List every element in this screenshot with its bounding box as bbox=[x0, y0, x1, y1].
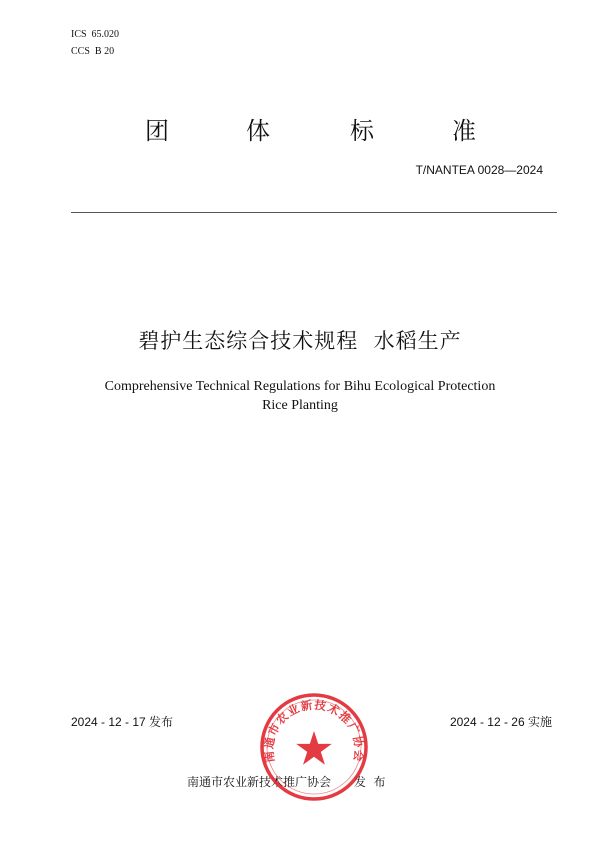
issuing-organization: 南通市农业新技术推广协会 发 布 bbox=[187, 775, 386, 789]
standard-type-char: 准 bbox=[452, 117, 476, 145]
implementation-date: 2024 - 12 - 26 实施 bbox=[449, 715, 552, 729]
header-divider bbox=[71, 212, 557, 213]
english-title-line-1: Comprehensive Technical Regulations for Bihu Ecological Protection bbox=[104, 379, 496, 394]
ics-code: ICS 65.020 bbox=[71, 29, 120, 40]
standard-type-char: 体 bbox=[246, 117, 270, 145]
seal-text: 南通市农业新技术推广协会 bbox=[261, 697, 367, 764]
standard-type-heading bbox=[0, 116, 600, 148]
official-seal-icon bbox=[258, 691, 370, 803]
standard-number: T/NANTEA 0028—2024 bbox=[415, 163, 543, 177]
standard-type-char: 标 bbox=[350, 117, 374, 145]
ccs-code: CCS B 20 bbox=[71, 46, 115, 57]
english-title-line-2: Rice Planting bbox=[262, 398, 338, 413]
seal-star bbox=[296, 731, 332, 765]
issue-date: 2024 - 12 - 17 发布 bbox=[71, 715, 174, 729]
chinese-title: 碧护生态综合技术规程 水稻生产 bbox=[138, 329, 462, 353]
standard-type-char: 团 bbox=[145, 117, 169, 145]
